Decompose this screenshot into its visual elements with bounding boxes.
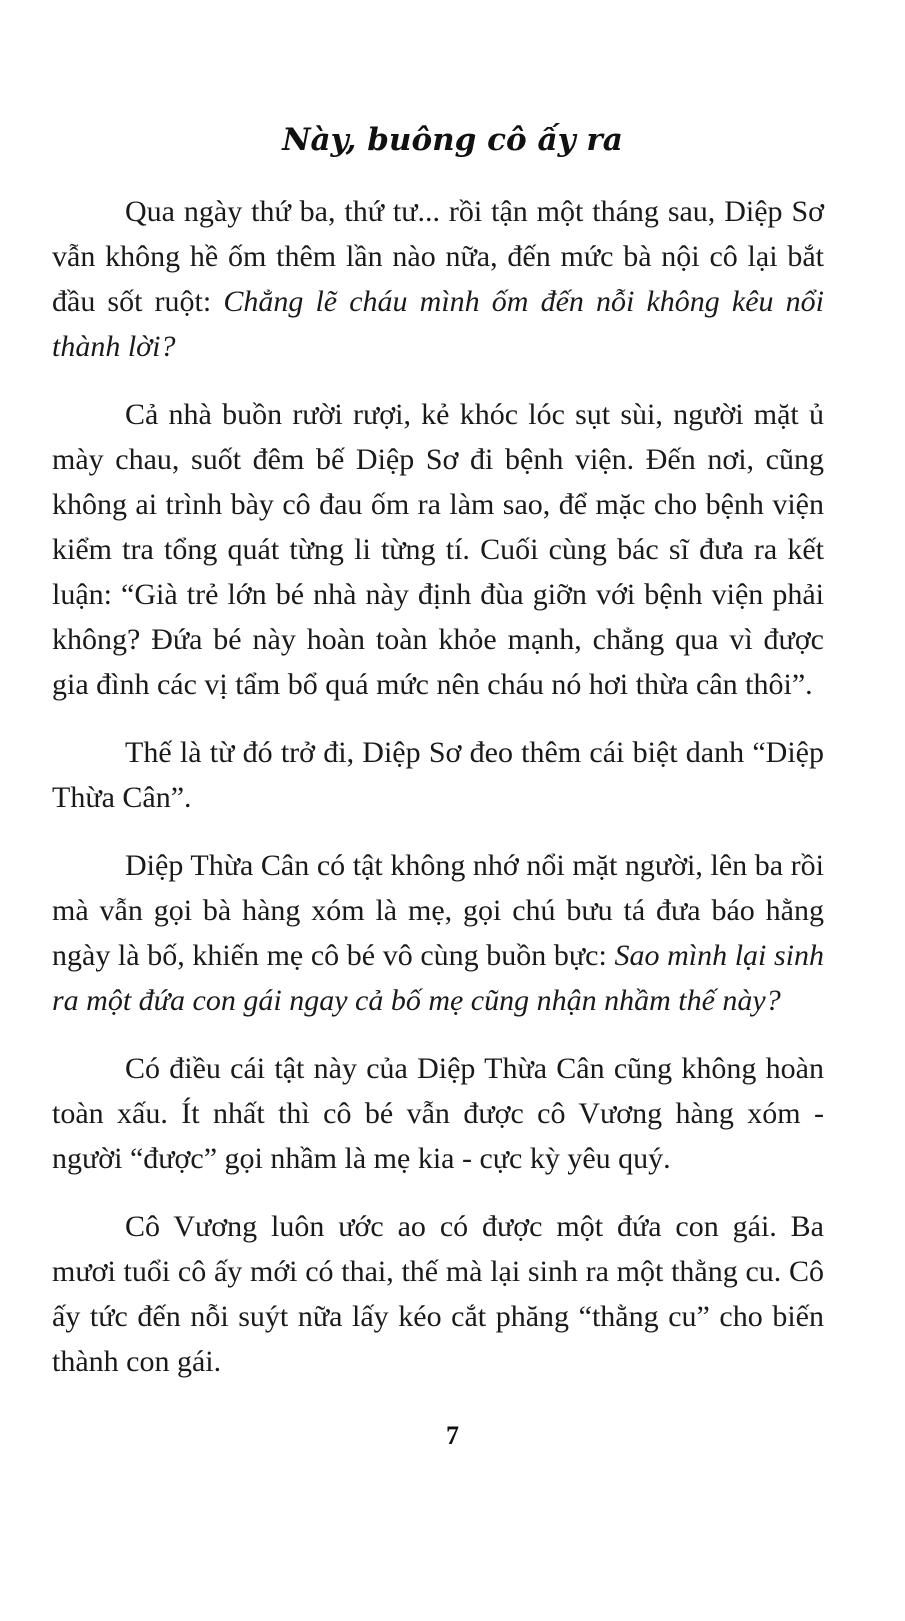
paragraph-1 [52, 189, 824, 369]
paragraph-1-text: Qua ngày thứ ba, thứ tư... rồi tận một tháng sau, Diệp Sơ vẫn không hề ốm thêm lần nào nữa, đến mức bà nội cô lại bắt đầu sốt ruột: [52, 195, 824, 318]
paragraph-4 [52, 843, 824, 1023]
paragraph-6 [52, 1204, 824, 1384]
paragraph-1-italic: Chẳng lẽ cháu mình ốm đến nỗi không kêu nổi thành lời? [52, 285, 824, 363]
page-number: 7 [446, 1421, 459, 1450]
paragraph-6-text: Cô Vương luôn ước ao có được một đứa con gái. Ba mươi tuổi cô ấy mới có thai, thế mà lại sinh ra một thằng cu. Cô ấy tức đến nỗi suýt nữa lấy kéo cắt phăng “thằng cu” cho biến thành con gái. [52, 1210, 824, 1378]
paragraph-2 [52, 392, 824, 707]
chapter-title: Này, buông cô ấy ra [282, 122, 623, 158]
paragraph-2-text: Cả nhà buồn rười rượi, kẻ khóc lóc sụt sùi, người mặt ủ mày chau, suốt đêm bế Diệp Sơ đi bệnh viện. Đến nơi, cũng không ai trình bày cô đau ốm ra làm sao, để mặc cho bệnh viện kiểm tra tổng quát từng li từng tí. Cuối cùng bác sĩ đưa ra kết luận: “Già trẻ lớn bé nhà này định đùa giỡn với bệnh viện phải không? Đứa bé này hoàn toàn khỏe mạnh, chẳng qua vì được gia đình các vị tẩm bổ quá mức nên cháu nó hơi thừa cân thôi”. [52, 398, 824, 701]
paragraph-5-text: Có điều cái tật này của Diệp Thừa Cân cũng không hoàn toàn xấu. Ít nhất thì cô bé vẫn được cô Vương hàng xóm - người “được” gọi nhầm là mẹ kia - cực kỳ yêu quý. [52, 1052, 824, 1175]
body-text [52, 189, 824, 1384]
paragraph-5 [52, 1046, 824, 1181]
paragraph-3-text: Thế là từ đó trở đi, Diệp Sơ đeo thêm cái biệt danh “Diệp Thừa Cân”. [52, 736, 824, 814]
paragraph-3 [52, 730, 824, 820]
paragraph-4-text: Diệp Thừa Cân có tật không nhớ nổi mặt người, lên ba rồi mà vẫn gọi bà hàng xóm là mẹ, gọi chú bưu tá đưa báo hằng ngày là bố, khiến mẹ cô bé vô cùng buồn bực: [52, 849, 824, 972]
paragraph-4-italic: Sao mình lại sinh ra một đứa con gái ngay cả bố mẹ cũng nhận nhầm thế này? [52, 939, 824, 1017]
